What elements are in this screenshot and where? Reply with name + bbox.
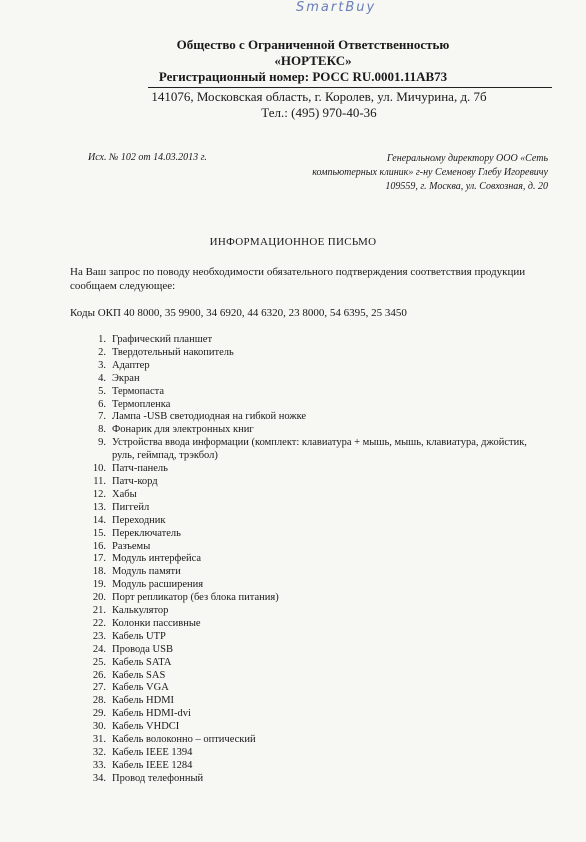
list-item — [82, 721, 532, 734]
letter-title: ИНФОРМАЦИОННОЕ ПИСЬМО — [209, 236, 377, 248]
list-item-text: Кабель VHDCI — [112, 721, 180, 733]
list-item-number: 19. — [92, 579, 106, 591]
list-item — [82, 734, 532, 747]
list-item-number: 31. — [92, 734, 106, 746]
org-name-line1: Общество с Ограниченной Ответственностью — [176, 37, 450, 52]
list-item — [82, 760, 532, 773]
list-item — [82, 708, 532, 721]
list-item-text: Адаптер — [112, 359, 150, 371]
list-item — [82, 747, 532, 760]
list-item — [82, 657, 532, 670]
list-item — [82, 553, 532, 566]
list-item — [82, 644, 532, 657]
product-list — [82, 334, 532, 786]
list-item-number: 8. — [98, 424, 106, 436]
list-item — [82, 424, 532, 437]
addressee-line: Генеральному директору ООО «Сеть — [386, 153, 548, 164]
list-item-text: Провода USB — [112, 643, 173, 655]
list-item-text: Кабель IEEE 1284 — [112, 759, 193, 771]
list-item-text: Кабель VGA — [112, 682, 169, 694]
list-item-number: 3. — [98, 359, 106, 371]
list-item-number: 26. — [92, 669, 106, 681]
addressee-block — [228, 152, 548, 194]
list-item-text: Кабель HDMI-dvi — [112, 708, 191, 720]
list-item-text: Графический планшет — [112, 334, 213, 345]
intro-paragraph: На Ваш запрос по поводу необходимости обязательного подтверждения соответствия продукции сообщаем следующее: — [70, 266, 526, 292]
list-item-text: Модуль расширения — [112, 579, 204, 591]
list-item — [82, 476, 532, 489]
list-item-number: 2. — [98, 346, 106, 358]
list-item-number: 34. — [92, 772, 106, 784]
list-item-text: Колонки пассивные — [112, 617, 201, 629]
registration-number: Регистрационный номер: РОСС RU.0001.11АВ73 — [158, 69, 448, 84]
org-phone: Тел.: (495) 970-40-36 — [261, 105, 377, 120]
list-item — [82, 618, 532, 631]
list-item-text: Лампа -USB светодиодная на гибкой ножке — [112, 411, 307, 423]
list-item-number: 13. — [92, 501, 106, 513]
list-item-number: 14. — [92, 514, 106, 526]
list-item — [82, 773, 532, 786]
list-item-number: 29. — [92, 708, 106, 720]
list-item — [82, 566, 532, 579]
list-item — [82, 605, 532, 618]
list-item-number: 15. — [92, 527, 106, 539]
list-item — [82, 695, 532, 708]
list-item-number: 23. — [92, 630, 106, 642]
list-item-number: 22. — [92, 617, 106, 629]
list-item — [82, 347, 532, 360]
list-item — [82, 528, 532, 541]
list-item — [82, 592, 532, 605]
list-item-text: Переходник — [112, 514, 166, 526]
list-item — [82, 399, 532, 412]
list-item — [82, 373, 532, 386]
list-item-text: Кабель SAS — [112, 669, 166, 681]
list-item-text: Патч-корд — [112, 475, 158, 487]
list-item-text: Калькулятор — [112, 605, 169, 617]
list-item — [82, 541, 532, 554]
addressee-line: 109559, г. Москва, ул. Совхозная, д. 20 — [385, 181, 548, 192]
list-item — [82, 411, 532, 424]
list-item — [82, 360, 532, 373]
list-item-number: 24. — [92, 643, 106, 655]
list-item-number: 4. — [98, 372, 106, 384]
list-item-number: 5. — [98, 385, 106, 397]
header-divider — [148, 87, 552, 88]
list-item-text: Модуль интерфейса — [112, 553, 202, 565]
list-item-text: Кабель HDMI — [112, 695, 175, 707]
list-item-text: Разъемы — [112, 540, 151, 552]
list-item-number: 11. — [93, 475, 106, 487]
list-item-text: Переключатель — [112, 527, 181, 539]
list-item-number: 28. — [92, 695, 106, 707]
handwritten-note: SmartBuy — [296, 0, 377, 15]
list-item-text: Кабель IEEE 1394 — [112, 747, 193, 758]
list-item-text: Фонарик для электронных книг — [112, 424, 254, 436]
list-item-text: Провод телефонный — [112, 772, 204, 784]
list-item-number: 27. — [92, 682, 106, 694]
list-item — [82, 386, 532, 399]
org-address: 141076, Московская область, г. Королев, ул. Мичурина, д. 7б — [151, 89, 487, 104]
list-item — [82, 502, 532, 515]
list-item-text: Модуль памяти — [112, 566, 181, 578]
list-item-text: Кабель SATA — [112, 656, 172, 668]
list-item-text: Твердотельный накопитель — [112, 346, 234, 358]
list-item-number: 18. — [92, 566, 106, 578]
list-item-text: Порт репликатор (без блока питания) — [112, 592, 279, 604]
list-item-text: Хабы — [112, 488, 137, 500]
list-item — [82, 670, 532, 683]
list-item-number: 1. — [98, 334, 106, 345]
list-item-text: Кабель UTP — [112, 630, 166, 642]
list-item-number: 32. — [92, 747, 106, 758]
list-item-number: 10. — [92, 463, 106, 475]
list-item-number: 17. — [92, 553, 106, 565]
list-item — [82, 463, 532, 476]
outgoing-reference: Исх. № 102 от 14.03.2013 г. — [88, 152, 207, 163]
list-item-text: Термопленка — [112, 398, 171, 410]
list-item — [82, 489, 532, 502]
list-item-text: Устройства ввода информации (комплект: клавиатура + мышь, мышь, клавиатура, джойстик, руль, геймпад, трэкбол) — [112, 437, 527, 462]
list-item-number: 16. — [92, 540, 106, 552]
list-item-text: Патч-панель — [112, 463, 168, 475]
addressee-line: компьютерных клиник» г-ну Семенову Глебу Игоревичу — [312, 167, 548, 178]
list-item-number: 12. — [92, 488, 106, 500]
list-item-number: 6. — [98, 398, 106, 410]
list-item-text: Пиггейл — [112, 501, 150, 513]
org-name-line2: «НОРТЕКС» — [274, 53, 352, 68]
list-item — [82, 334, 532, 347]
list-item — [82, 437, 532, 463]
list-item-text: Термопаста — [112, 385, 164, 397]
list-item-number: 30. — [92, 721, 106, 733]
list-item-number: 20. — [92, 592, 106, 604]
list-item-number: 9. — [98, 437, 106, 449]
list-item-text: Кабель волоконно – оптический — [112, 734, 256, 746]
list-item-number: 21. — [92, 605, 106, 617]
list-item — [82, 682, 532, 695]
list-item-number: 25. — [92, 656, 106, 668]
list-item — [82, 579, 532, 592]
list-item — [82, 515, 532, 528]
list-item-number: 33. — [92, 759, 106, 771]
list-item-number: 7. — [98, 411, 106, 423]
list-item-text: Экран — [112, 372, 140, 384]
list-item — [82, 631, 532, 644]
okp-codes: Коды ОКП 40 8000, 35 9900, 34 6920, 44 6320, 23 8000, 54 6395, 25 3450 — [70, 307, 407, 319]
